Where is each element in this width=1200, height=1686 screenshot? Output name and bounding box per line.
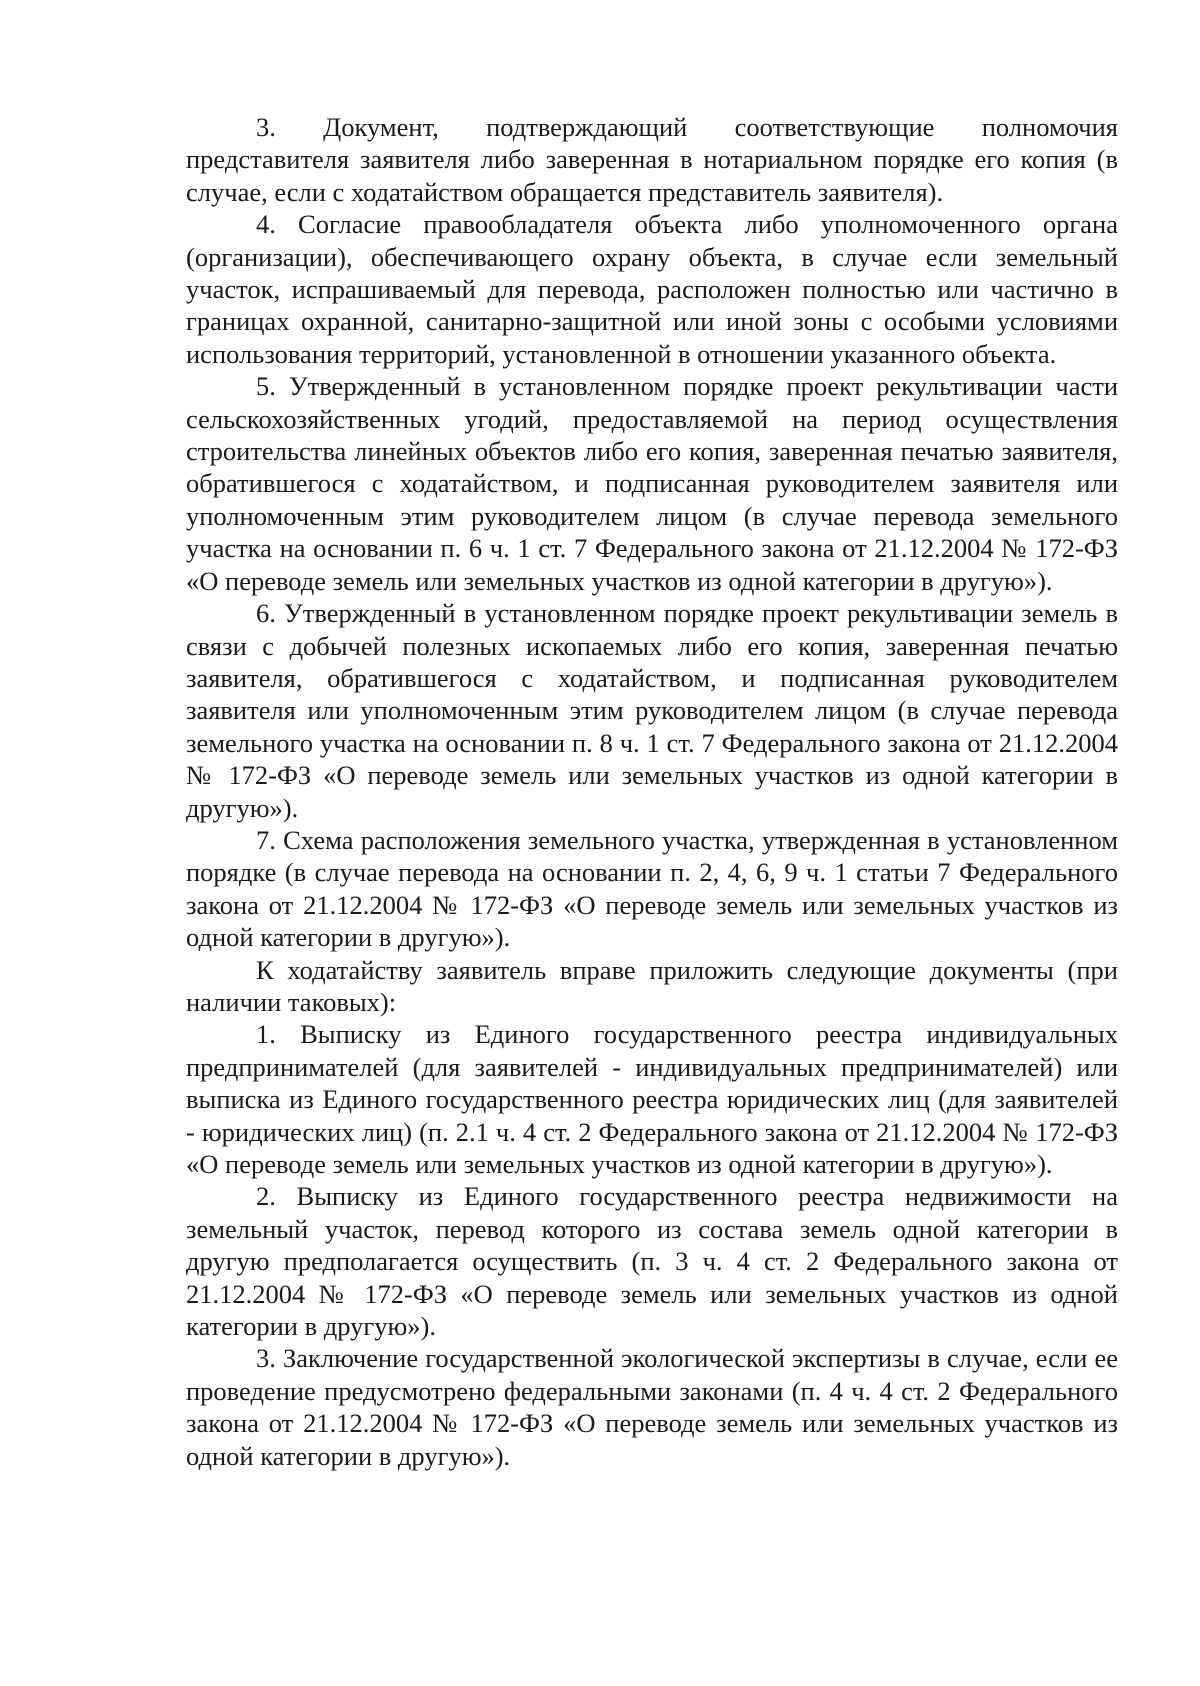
document-body [186, 111, 1118, 1472]
paragraph-item-6-reclamation-project-mining: 6. Утвержденный в установленном порядке проект рекультивации земель в связи с добычей полезных ископаемых либо его копия, заверенная печатью заявителя, обратившегося с ходатайством, и подписанная руководителем заявителя или уполномоченным этим руководителем лицом (в случае перевода земельного участка на основании п. 8 ч. 1 ст. 7 Федерального закона от 21.12.2004 № 172-ФЗ «О переводе земель или земельных участков из одной категории в другую»). [186, 598, 1118, 823]
paragraph-optional-documents-intro: К ходатайству заявитель вправе приложить следующие документы (при наличии таковых): [186, 954, 1118, 1017]
paragraph-item-4-rights-holder-consent: 4. Согласие правообладателя объекта либо уполномоченного органа (организации), обеспечивающего охрану объекта, в случае если земельный участок, испрашиваемый для перевода, расположен полностью или частично в границах охранной, санитарно-защитной или иной зоны с особыми условиями использования территорий, установленной в отношении указанного объекта. [186, 209, 1118, 369]
paragraph-item-3-authority-document: 3. Документ, подтверждающий соответствующие полномочия представителя заявителя либо заверенная в нотариальном порядке его копия (в случае, если с ходатайством обращается представитель заявителя). [186, 112, 1118, 207]
paragraph-item-7-site-layout-scheme: 7. Схема расположения земельного участка, утвержденная в установленном порядке (в случае перевода на основании п. 2, 4, 6, 9 ч. 1 статьи 7 Федерального закона от 21.12.2004 № 172-ФЗ «О переводе земель или земельных участков из одной категории в другую»). [186, 824, 1118, 953]
paragraph-optional-1-egrip-egrul-extract: 1. Выписку из Единого государственного реестра индивидуальных предпринимателей (для заявителей - индивидуальных предпринимателей) или выписка из Единого государственного реестра юридических лиц (для заявителей - юридических лиц) (п. 2.1 ч. 4 ст. 2 Федерального закона от 21.12.2004 № 172-ФЗ «О переводе земель или земельных участков из одной категории в другую»). [186, 1019, 1118, 1179]
paragraph-optional-3-ecological-expertise: 3. Заключение государственной экологической экспертизы в случае, если ее проведение предусмотрено федеральными законами (п. 4 ч. 4 ст. 2 Федерального закона от 21.12.2004 № 172-ФЗ «О переводе земель или земельных участков из одной категории в другую»). [186, 1343, 1118, 1471]
paragraph-item-5-reclamation-project-agricultural: 5. Утвержденный в установленном порядке проект рекультивации части сельскохозяйственных угодий, предоставляемой на период осуществления строительства линейных объектов либо его копия, заверенная печатью заявителя, обратившегося с ходатайством, и подписанная руководителем заявителя или уполномоченным этим руководителем лицом (в случае перевода земельного участка на основании п. 6 ч. 1 ст. 7 Федерального закона от 21.12.2004 № 172-ФЗ «О переводе земель или земельных участков из одной категории в другую»). [186, 371, 1118, 596]
paragraph-optional-2-egrn-extract: 2. Выписку из Единого государственного реестра недвижимости на земельный участок, перевод которого из состава земель одной категории в другую предполагается осуществить (п. 3 ч. 4 ст. 2 Федерального закона от 21.12.2004 № 172-ФЗ «О переводе земель или земельных участков из одной категории в другую»). [186, 1181, 1118, 1342]
